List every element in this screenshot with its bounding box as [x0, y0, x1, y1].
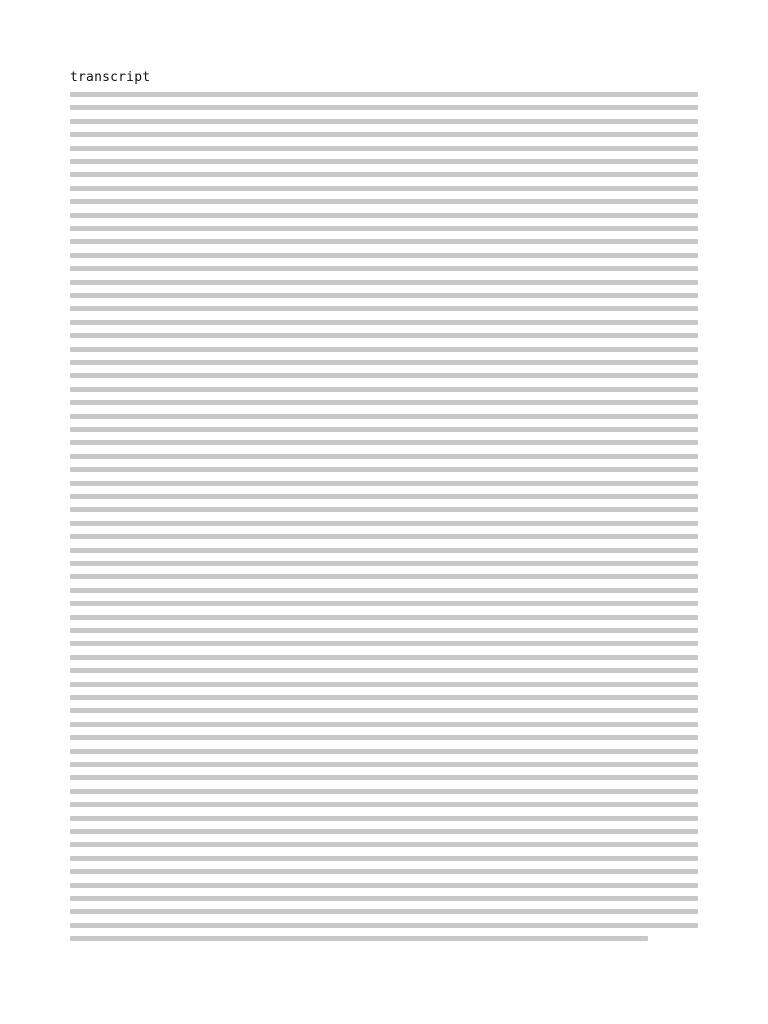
body-text-line: [70, 306, 698, 311]
body-text-line: [70, 883, 698, 888]
body-text-line: [70, 159, 698, 164]
body-text-line: [70, 333, 698, 338]
body-text-line: [70, 869, 698, 874]
body-text-line: [70, 829, 698, 834]
body-text-line: [70, 668, 698, 673]
body-text-line: [70, 574, 698, 579]
body-text-line: [70, 266, 698, 271]
body-text-line: [70, 641, 698, 646]
body-text-line: [70, 749, 698, 754]
body-text-line: [70, 427, 698, 432]
body-text-line: [70, 615, 698, 620]
body-text-line: [70, 414, 698, 419]
body-text-line: [70, 628, 698, 633]
body-text-line: [70, 253, 698, 258]
body-text-line: [70, 494, 698, 499]
body-text-line: [70, 347, 698, 352]
body-text-line: [70, 655, 698, 660]
body-text-line: [70, 762, 698, 767]
body-text-line: [70, 146, 698, 151]
body-text-line: [70, 548, 698, 553]
body-text-line: [70, 320, 698, 325]
body-text-line: [70, 280, 698, 285]
body-text-line: [70, 521, 698, 526]
body-text-line: [70, 467, 698, 472]
body-text-line: [70, 172, 698, 177]
body-text-line: [70, 534, 698, 539]
body-text-line: [70, 400, 698, 405]
body-text-line: [70, 682, 698, 687]
body-text-line: [70, 92, 698, 97]
body-text-line: [70, 909, 698, 914]
document-heading: transcript: [70, 70, 151, 85]
body-text-line: [70, 708, 698, 713]
body-text-line: [70, 132, 698, 137]
body-text-line: [70, 735, 698, 740]
body-text-line: [70, 239, 698, 244]
body-text-line: [70, 226, 698, 231]
body-text-line: [70, 816, 698, 821]
body-text-line: [70, 856, 698, 861]
body-text-line: [70, 440, 698, 445]
body-text-line: [70, 360, 698, 365]
body-text-line: [70, 373, 698, 378]
body-text-line: [70, 293, 698, 298]
body-text-line: [70, 199, 698, 204]
body-text-line: [70, 936, 648, 941]
body-text-line: [70, 842, 698, 847]
body-text-line: [70, 722, 698, 727]
body-text-line: [70, 119, 698, 124]
body-text-line: [70, 896, 698, 901]
body-text-line: [70, 588, 698, 593]
body-text-line: [70, 481, 698, 486]
body-text-line: [70, 561, 698, 566]
body-text-line: [70, 601, 698, 606]
body-text-line: [70, 789, 698, 794]
body-text-line: [70, 507, 698, 512]
body-text-line: [70, 387, 698, 392]
body-text-line: [70, 105, 698, 110]
body-text-line: [70, 695, 698, 700]
body-text-line: [70, 923, 698, 928]
body-text-line: [70, 454, 698, 459]
body-text-line: [70, 802, 698, 807]
body-text-line: [70, 186, 698, 191]
body-text-line: [70, 213, 698, 218]
body-text-line: [70, 775, 698, 780]
